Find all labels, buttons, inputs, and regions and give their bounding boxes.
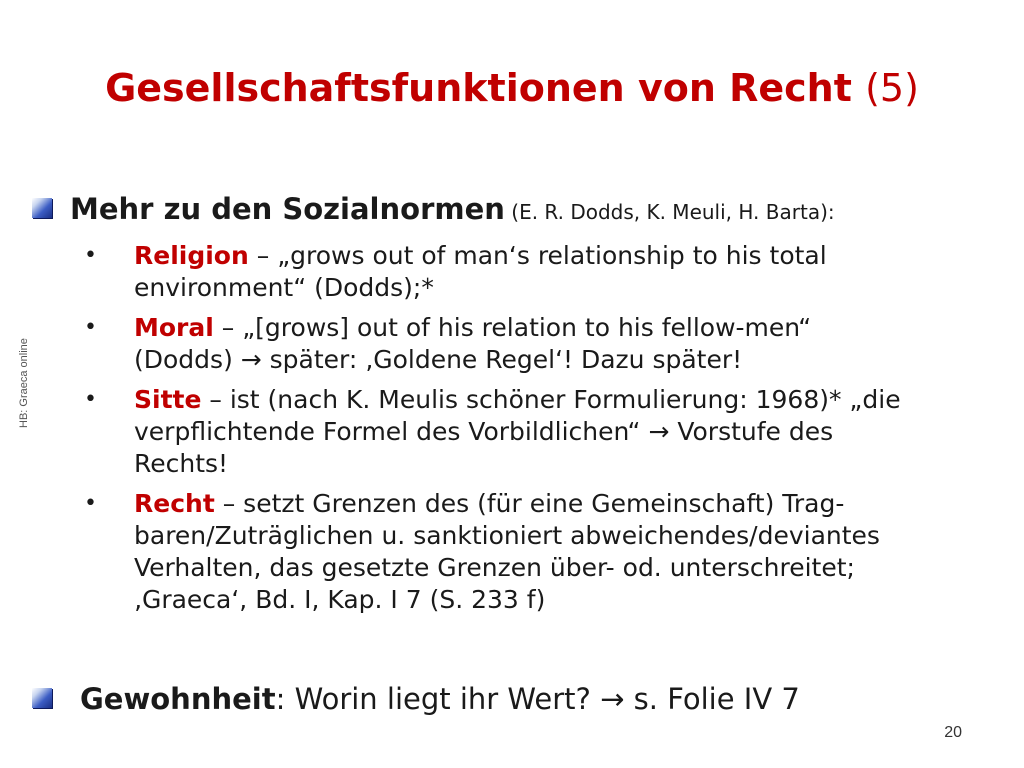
main-bullet-detail: (E. R. Dodds, K. Meuli, H. Barta): [504, 200, 835, 224]
sub-item-line: (Dodds) → später: ‚Goldene Regel‘! Dazu später! [134, 345, 743, 374]
bullet-dot-icon: • [84, 315, 97, 340]
main-bullet-text [80, 680, 800, 718]
square-bullet-icon [32, 198, 52, 218]
sub-item-line [134, 488, 1004, 520]
title-part-2: von Recht [637, 66, 866, 110]
square-bullet-icon [32, 688, 52, 708]
sub-item-line: Verhalten, das gesetzte Grenzen über- od. unterschreitet; [134, 553, 855, 582]
sub-item-text: – „[grows] out of his relation to his fellow-men“ [213, 313, 812, 342]
list-item [84, 240, 1004, 304]
sub-item-text: – ist (nach K. Meulis schöner Formulierung: 1968)* „die [201, 385, 901, 414]
main-bullet-heading: Gewohnheit [80, 682, 276, 716]
bullet-dot-icon: • [84, 243, 97, 268]
bullet-dot-icon: • [84, 387, 97, 412]
sub-item-line: ‚Graeca‘, Bd. I, Kap. I 7 (S. 233 f) [134, 585, 546, 614]
slide-title [0, 66, 1024, 110]
main-bullet-heading: Mehr zu den Sozialnormen [70, 192, 505, 226]
sub-item-line: environment“ (Dodds);* [134, 273, 434, 302]
sub-item-line: baren/Zuträglichen u. sanktioniert abweichendes/deviantes [134, 521, 880, 550]
sub-item-line [134, 240, 1004, 272]
sub-item-keyword: Moral [134, 313, 214, 342]
main-bullet-text [70, 190, 835, 231]
bullet-dot-icon: • [84, 491, 97, 516]
main-bullet-detail: : Worin liegt ihr Wert? → s. Folie IV 7 [275, 682, 800, 716]
list-item [84, 312, 1004, 376]
sub-item-keyword: Recht [134, 489, 215, 518]
sub-item-keyword: Religion [134, 241, 249, 270]
sub-bullet-list [84, 240, 1004, 624]
sub-item-line [134, 312, 1004, 344]
title-part-1: Gesellschaftsfunktionen [105, 66, 638, 110]
sub-item-keyword: Sitte [134, 385, 202, 414]
list-item [84, 488, 1004, 616]
sub-item-line: verpflichtende Formel des Vorbildlichen“ → Vorstufe des [134, 417, 834, 446]
sub-item-text: – „grows out of man‘s relationship to his total [248, 241, 827, 270]
side-label: HB: Graeca online [18, 338, 30, 428]
title-part-3: (5) [865, 66, 919, 110]
page-number: 20 [944, 724, 962, 741]
list-item [84, 384, 1004, 480]
sub-item-line [134, 384, 1004, 416]
sub-item-text: – setzt Grenzen des (für eine Gemeinschaft) Trag- [214, 489, 845, 518]
sub-item-line: Rechts! [134, 449, 229, 478]
